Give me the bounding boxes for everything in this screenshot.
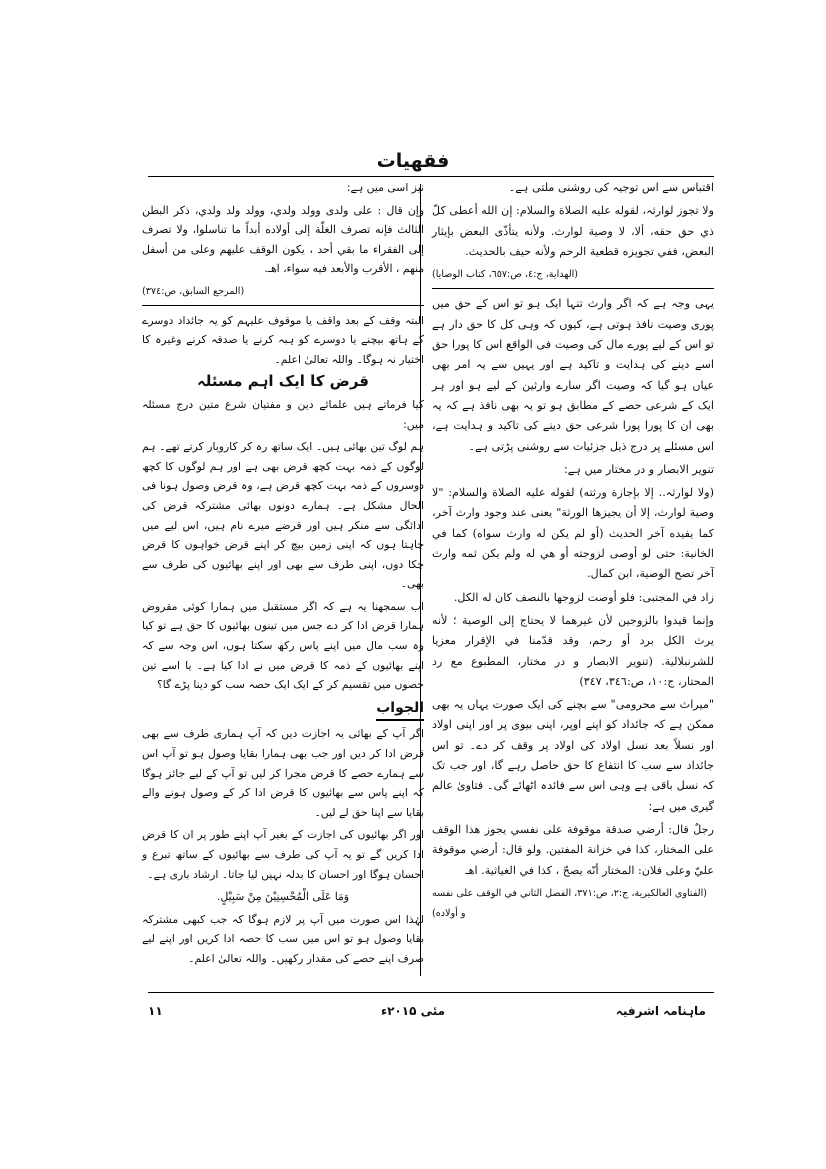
answer-paragraph-1: اگر آپ کے بھائی یہ اجازت دیں کہ آپ ہماری طرف سے بھی قرض ادا کر دیں اور جب بھی ہمارا بقایا وصول ہو تو آپ اس سے ہمارے حصے کا قرض مجرا کر لیں تو آپ کے لیے جائز ہوگا کہ اپنے پاس سے بھائیوں کا قرض ادا کر کے وصول ہونے والے بقایا سے اپنا حق لے لیں۔ bbox=[142, 727, 424, 819]
question-body: ہم لوگ تین بھائی ہیں۔ ایک ساتھ رہ کر کاروبار کرتے تھے۔ ہم لوگوں کے ذمہ بہت کچھ قرض بھی ہے اور ہم لوگوں کا کچھ دوسروں کے ذمہ بہت کچھ قرض ہے، وہ قرض وصول ہونا فی الحال مشکل ہے۔ ہمارے دونوں بھائی مشترکہ قرض کی ادائگی سے منکر ہیں اور قرضے میرے نام ہیں، اس لیے میں چاہتا ہوں کہ اپنی زمین بیچ کر اپنے قرض خواہوں کا قرض چکا دوں، اپنی طرف سے بھی اور اپنے بھائیوں کی طرف سے بھی۔ bbox=[142, 440, 424, 591]
arabic-quote-spouses: وإنما قيدوا بالزوجين لأن غيرهما لا يحتاج إلى الوصية ؛ لأنه يرث الكل برد أو رحم، وقد قدّمنا في الإقرار معزيا للشرنبلالية. (تنوير الابصار و در مختار، المطبوع مع رد المحتار، ج:١٠، ص:٣٤٦، ٣٤٧) bbox=[432, 613, 714, 688]
question-intro: کیا فرماتے ہیں علمائے دین و مفتیان شرع متین درج مسئلہ میں: bbox=[142, 397, 424, 431]
arabic-quote-alamgiri: رجلٌ قال: أرضي صدقة موقوفة على نفسي يجوز هذا الوقف على المختار، كذا في خزانة المفتين. ولو قال: أرضي موقوفة عليّ وعلى فلان: المختار أنّه يصحّ ، كذا في الغياثية. اهـ bbox=[432, 822, 714, 877]
left-column bbox=[142, 178, 424, 972]
arabic-quote-hidaya: ولا تجوز لوارثہ، لقوله عليه الصلاة والسلام: إن الله أعطى كلّ ذي حق حقه، ألا، لا وصية لوارث. ولأنه يتأذّى البعض بإيثار البعض، ففي تجويزه قطعية الرحم ولأنه حيف بالحديث. bbox=[432, 204, 714, 258]
header-rule bbox=[148, 176, 714, 177]
arabic-quote-mujtaba: زاد في المجتبى: فلو أوصت لزوجها بالنصف كان له الكل. bbox=[453, 590, 714, 604]
answer-label: الجواب bbox=[376, 699, 424, 722]
paragraph-waqf-rule: البتہ وقف کے بعد واقف یا موقوف علیہم کو یہ جائداد دوسرے کے ہاتھ بیچنے یا دوسرے کو ہبہ کرنے یا صدقہ کرنے وغیرہ کا اختیار نہ ہوگا۔ واللہ تعالیٰ اعلم۔ bbox=[142, 313, 424, 366]
paragraph-waqf: "میراث سے محرومی" سے بچنے کی ایک صورت یہاں یہ بھی ممکن ہے کہ جائداد کو اپنے اوپر، اپنی بیوی پر اور اپنی اولاد اور نسلاً بعد نسل اولاد کی اولاد پر وقف کر دے۔ تو اس جائداد سے سب کا انتفاع کا حق حاصل رہے گا، اور جب تک کہ نسل باقی ہے وہی اس سے فائدہ اٹھائے گی۔ فتاویٰ عالم گیری میں ہے: bbox=[432, 698, 714, 813]
reference-alamgiri: (الفتاوى العالكيرية، ج:٢، ص:٣٧١، الفصل الثاني في الوقف على نفسه و أولاده) bbox=[432, 887, 708, 920]
paragraph-source: تنویر الابصار و در مختار میں ہے: bbox=[564, 462, 714, 476]
question-body-2: اب سمجھنا یہ ہے کہ اگر مستقبل میں ہمارا کوئی مقروض ہمارا قرض ادا کر دے جس میں تینوں بھائیوں کا حق ہے تو کیا وہ سب مال میں اپنے پاس رکھ سکتا ہوں، اس وجہ سے کہ اپنے بھائیوں کے ذمہ کا قرض میں نے ادا کیا ہے۔ یا اسے تین حصوں میں تقسیم کر کے ایک ایک حصہ سب کو دینا پڑے گا؟ bbox=[142, 599, 424, 692]
arabic-quote-waqf: وإن قال : على ولدى وولد ولدي، وولد ولد ولدي، ذكر البطن الثالث فإنه تصرف الغلّة إلى أولاده أبداً ما تناسلوا، ولا تصرف إلى الفقراء ما بقي أحد ، يكون الوقف عليهم وعلى من أسفل منهم ، الأقرب والأبعد فيه سواء، اهـ. bbox=[142, 203, 424, 276]
answer-paragraph-3: لہٰذا اس صورت میں آپ پر لازم ہوگا کہ جب کبھی مشترکہ بقایا وصول ہو تو اس میں سب کا حصہ ادا کریں اور اپنے لیے صرف اپنے حصے کی مقدار رکھیں۔ واللہ تعالیٰ اعلم۔ bbox=[142, 912, 424, 965]
paragraph-intro: اقتباس سے اس توجیہ کی روشنی ملتی ہے۔ bbox=[508, 181, 714, 194]
section-title: فقهيات bbox=[376, 150, 450, 172]
right-column bbox=[432, 178, 714, 927]
divider bbox=[142, 305, 424, 306]
article-heading: قرض کا ایک اہم مسئلہ bbox=[197, 372, 369, 391]
reference-hidaya: (الهداية، ج:٤، ص:٦٥٧، كتاب الوصايا) bbox=[432, 269, 579, 281]
issue-date: مئی ۲۰۱۵ء bbox=[380, 1004, 446, 1018]
quran-verse: وَمَا عَلَى الْمُحْسِنِيْنَ مِنْ سَبِيْلٍ. bbox=[216, 890, 350, 904]
answer-paragraph-2: اور اگر بھائیوں کی اجازت کے بغیر آپ اپنے طور پر ان کا قرض ادا کریں گے تو یہ آپ کی طرف سے بھائیوں کے ساتھ تبرع و احسان ہوگا اور احسان کا بدلہ نہیں لیا جاتا۔ ارشاد باری ہے۔ bbox=[142, 828, 424, 881]
paragraph-intro: نیز اسی میں ہے: bbox=[346, 181, 424, 194]
paragraph-explanation: یہی وجہ ہے کہ اگر وارث تنہا ایک ہو تو اس کے حق میں پوری وصیت نافذ ہوتی ہے، کیوں کہ وہی کل کا حق دار ہے تو اس کے لیے پورے مال کی وصیت فی الواقع اس کا پورا حق اسے دینے کی ہدایت و تاکید ہے اور یہیں سے یہ امر بھی عیاں ہو گیا کہ وصیت اگر سارے وارثین کے لیے ہو اور ہر ایک کے شرعی حصے کے مطابق ہو تو یہ بھی نافذ ہے کہ یہ بھی ان کا پورا پورا شرعی حق دینے کی تاکید و ہدایت ہے، اس مسئلے پر درج ذیل جزئیات سے روشنی پڑتی ہے۔ bbox=[432, 297, 714, 453]
page-number: ۱۱ bbox=[148, 1004, 163, 1018]
magazine-name: ماہنامہ اشرفیہ bbox=[615, 1004, 706, 1018]
arabic-quote-tanwir: (ولا لوارثہ.. إلا بإجازة ورثته) لقوله عليه الصلاة والسلام: "لا وصية لوارث، إلا أن يجيزها الورثة" يعنى عند وجود وارث آخر، كما يفيده آخر الحديث (أو لم يكن له وارث سواه) كما في الخانية: حتى لو أوصى لزوجته أو هي له ولم يكن ثمه وارث آخر تصح الوصية، ابن كمال. bbox=[432, 486, 714, 581]
reference-marja: (المرجع السابق، ص:٣٧٤) bbox=[142, 285, 245, 297]
divider bbox=[432, 288, 714, 289]
footer-rule bbox=[148, 992, 714, 993]
